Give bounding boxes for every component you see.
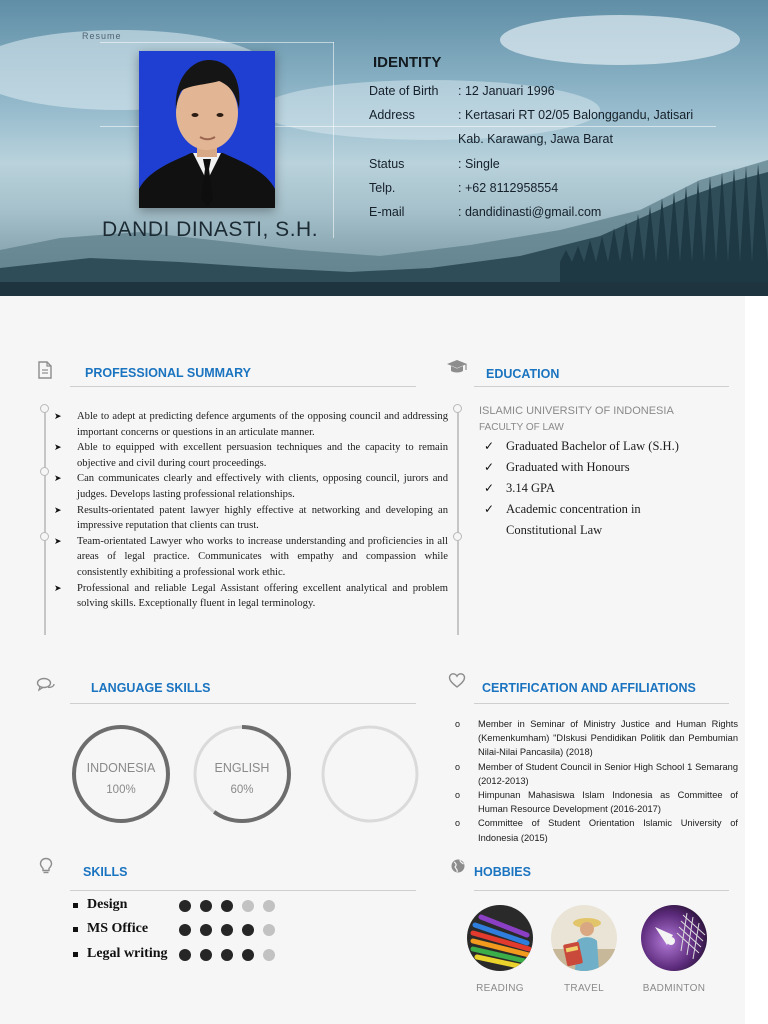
section-title-languages: LANGUAGE SKILLS — [91, 681, 211, 695]
section-title-skills: SKILLS — [83, 865, 128, 879]
identity-label: E-mail — [369, 205, 405, 219]
certification-item: o Member in Seminar of Ministry Justice and Human Rights (Kemenkumham) "DIskusi Pendidikan Politik dan Pembumian Nilai-Nilai Pancasila) (2018) — [455, 717, 738, 760]
resume-tag: Resume — [82, 31, 122, 41]
timeline-line — [44, 405, 46, 635]
header-banner — [0, 0, 768, 296]
language-ring — [320, 724, 420, 824]
identity-value: Kab. Karawang, Jawa Barat — [458, 132, 613, 146]
identity-title: IDENTITY — [373, 54, 442, 71]
rating-dot-empty — [263, 924, 275, 936]
rating-dot-filled — [179, 924, 191, 936]
colored-pencils-icon — [467, 905, 533, 971]
timeline-dot — [40, 467, 49, 476]
rating-dot-filled — [242, 924, 254, 936]
heart-icon — [448, 672, 466, 690]
divider — [70, 703, 416, 704]
profile-photo — [139, 51, 275, 208]
education-item: ✓ Graduated with Honours — [484, 457, 704, 478]
rating-dot-filled — [221, 924, 233, 936]
education-item: ✓ 3.14 GPA — [484, 478, 704, 499]
identity-value: : Kertasari RT 02/05 Balonggandu, Jatisari — [458, 108, 694, 122]
shuttlecock-icon — [641, 905, 707, 971]
hobby-travel — [544, 905, 624, 994]
identity-value: : 12 Januari 1996 — [458, 84, 555, 98]
timeline-dot — [40, 404, 49, 413]
certification-item: o Member of Student Council in Senior High School 1 Semarang (2012-2013) — [455, 760, 738, 788]
traveler-icon — [551, 905, 617, 971]
frame-line — [333, 42, 334, 238]
skill-name: MS Office — [87, 921, 149, 936]
rating-dot-filled — [221, 900, 233, 912]
rating-dot-filled — [242, 949, 254, 961]
frame-line — [100, 42, 334, 43]
language-gauge — [320, 724, 420, 824]
summary-item: ➤ Team-orientated Lawyer who works to increase understanding and proficiencies in all areas of legal practice. Communicates with empathy and compassion while consistently exhibiting a professional work ethic. — [54, 534, 448, 581]
rating-dot-filled — [179, 900, 191, 912]
full-name: DANDI DINASTI, S.H. — [102, 218, 319, 241]
skill-name: Design — [87, 897, 128, 912]
divider — [474, 703, 729, 704]
timeline-dot — [40, 532, 49, 541]
section-title-education: EDUCATION — [486, 367, 560, 381]
university-name: ISLAMIC UNIVERSITY OF INDONESIA — [479, 405, 674, 417]
hobby-label: BADMINTON — [642, 983, 706, 994]
language-percent: 60% — [230, 784, 254, 796]
rating-dot-empty — [242, 900, 254, 912]
education-item: ✓ Academic concentration in Constitutional Law — [484, 499, 704, 541]
summary-item: ➤ Able to adept at predicting defence arguments of the opposing council and addressing important concerns or questions in an articulate manner. — [54, 409, 448, 440]
chat-bubbles-icon — [36, 676, 56, 694]
rating-dot-empty — [263, 900, 275, 912]
summary-list — [54, 409, 448, 612]
language-percent: 100% — [106, 784, 136, 796]
identity-label: Status — [369, 157, 405, 171]
section-title-hobbies: HOBBIES — [474, 865, 531, 879]
language-name: INDONESIA — [86, 761, 156, 775]
summary-item: ➤ Results-orientated patent lawyer highly effective at networking and developing an impressive reputation that clients can trust. — [54, 503, 448, 534]
identity-value: : dandidinasti@gmail.com — [458, 205, 602, 219]
rating-dot-filled — [179, 949, 191, 961]
summary-item: ➤ Professional and reliable Legal Assistant offering excellent analytical and problem solving skills. Exceptionally fluent in legal terminology. — [54, 581, 448, 612]
section-title-certification: CERTIFICATION AND AFFILIATIONS — [482, 681, 696, 695]
divider — [70, 386, 416, 387]
language-gauge — [192, 724, 292, 824]
education-list — [484, 436, 704, 541]
divider — [474, 386, 729, 387]
identity-value: : +62 8112958554 — [458, 181, 559, 195]
faculty-name: FACULTY OF LAW — [479, 422, 564, 433]
language-name: ENGLISH — [214, 761, 270, 775]
rating-dot-filled — [200, 900, 212, 912]
rating-dot-filled — [200, 949, 212, 961]
hobby-badminton — [634, 905, 714, 994]
certification-item: o Himpunan Mahasiswa Islam Indonesia as Committee of Human Resource Development (2016-2017) — [455, 788, 738, 816]
summary-item: ➤ Can communicates clearly and effectively with clients, opposing council, jurors and judges. Develops lasting professional relationships. — [54, 471, 448, 502]
identity-label: Telp. — [369, 181, 396, 195]
document-icon — [36, 361, 54, 379]
hobby-label: TRAVEL — [564, 983, 604, 994]
square-bullet-icon — [73, 927, 78, 932]
rating-dot-filled — [221, 949, 233, 961]
globe-icon — [449, 857, 467, 875]
certification-item: o Committee of Student Orientation Islamic University of Indonesia (2015) — [455, 816, 738, 844]
hobby-reading — [460, 905, 540, 994]
mountain-landscape-image — [0, 0, 768, 296]
divider — [70, 890, 416, 891]
timeline-dot — [453, 404, 462, 413]
skill-name: Legal writing — [87, 946, 168, 961]
hobby-label: READING — [476, 983, 524, 994]
education-item: ✓ Graduated Bachelor of Law (S.H.) — [484, 436, 704, 457]
lightbulb-icon — [37, 857, 55, 875]
square-bullet-icon — [73, 903, 78, 908]
language-gauge — [71, 724, 171, 824]
identity-label: Address — [369, 108, 415, 122]
certification-list — [455, 717, 738, 845]
timeline-line — [457, 405, 459, 635]
identity-label: Date of Birth — [369, 84, 439, 98]
square-bullet-icon — [73, 952, 78, 957]
skill-row — [73, 897, 423, 917]
divider — [474, 890, 729, 891]
section-title-summary: PROFESSIONAL SUMMARY — [85, 366, 251, 380]
graduation-cap-icon — [446, 358, 468, 376]
timeline-dot — [453, 532, 462, 541]
rating-dot-filled — [200, 924, 212, 936]
identity-value: : Single — [458, 157, 500, 171]
skill-row — [73, 921, 423, 941]
rating-dot-empty — [263, 949, 275, 961]
summary-item: ➤ Able to equipped with excellent persuasion techniques and the capacity to remain objective and civil during court proceedings. — [54, 440, 448, 471]
skill-row — [73, 946, 423, 966]
